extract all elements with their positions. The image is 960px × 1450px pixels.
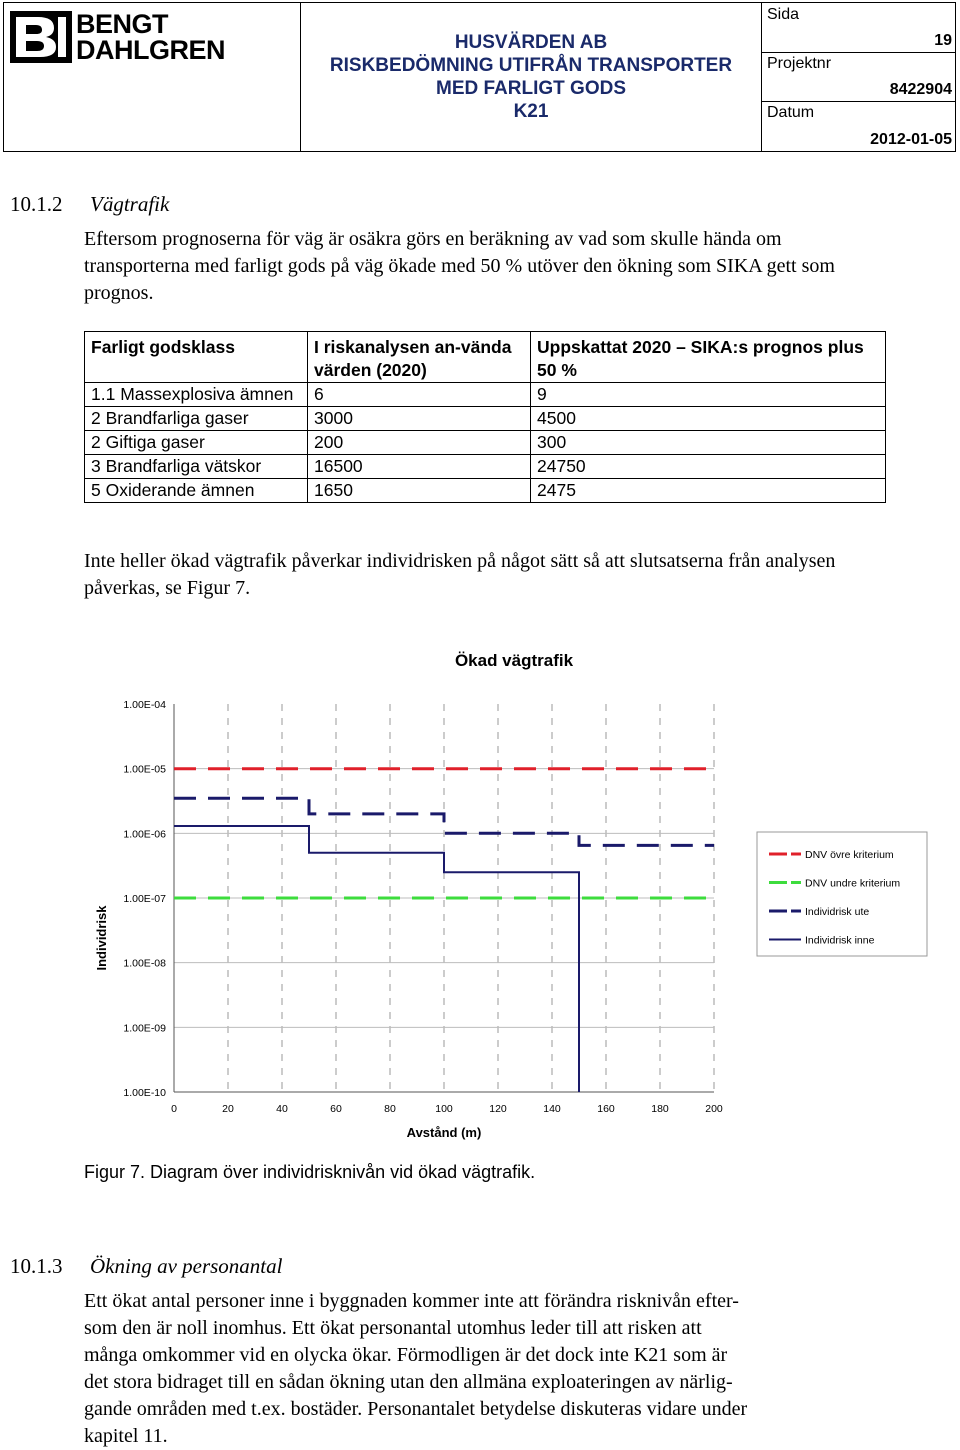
table-row bbox=[85, 407, 886, 431]
table-cell: 1.1 Massexplosiva ämnen bbox=[85, 383, 308, 407]
series-line-4 bbox=[174, 826, 579, 1092]
section-heading-vagtrafik bbox=[10, 192, 169, 217]
y-axis-label: Individrisk bbox=[94, 905, 109, 971]
x-tick-label: 40 bbox=[276, 1103, 288, 1115]
table-row bbox=[85, 455, 886, 479]
table-row bbox=[85, 431, 886, 455]
x-tick-label: 160 bbox=[597, 1103, 615, 1115]
body-line: som den är noll inomhus. Ett ökat personantal utomhus leder till att risken att bbox=[84, 1317, 702, 1339]
x-tick-label: 20 bbox=[222, 1103, 234, 1115]
figure-caption: Figur 7. Diagram över individrisknivån vid ökad vägtrafik. bbox=[84, 1162, 536, 1182]
meta-date-label: Datum bbox=[767, 104, 815, 121]
legend-label: DNV övre kriterium bbox=[805, 849, 894, 861]
table-cell: 200 bbox=[308, 431, 531, 455]
table-header-cell: I riskanalysen an-vända värden (2020) bbox=[308, 332, 531, 383]
x-tick-label: 80 bbox=[384, 1103, 396, 1115]
section-number: 10.1.3 bbox=[10, 1254, 63, 1278]
x-tick-label: 0 bbox=[171, 1103, 177, 1115]
y-tick-label: 1.00E-08 bbox=[123, 957, 166, 970]
y-tick-label: 1.00E-09 bbox=[123, 1022, 166, 1035]
body-line: kapitel 11. bbox=[84, 1425, 168, 1447]
y-tick-label: 1.00E-07 bbox=[123, 893, 166, 905]
company-logo-icon bbox=[10, 11, 72, 63]
company-name bbox=[76, 11, 225, 63]
farligt-gods-table bbox=[84, 331, 886, 503]
table-cell: 1650 bbox=[308, 479, 531, 503]
x-tick-label: 100 bbox=[435, 1103, 453, 1115]
table-cell: 4500 bbox=[531, 407, 886, 431]
table-header-row bbox=[85, 332, 886, 383]
table-header-cell: Uppskattat 2020 – SIKA:s prognos plus 50 % bbox=[531, 332, 886, 383]
y-tick-label: 1.00E-06 bbox=[123, 828, 166, 841]
table-cell: 3000 bbox=[308, 407, 531, 431]
x-tick-label: 140 bbox=[543, 1103, 561, 1115]
table-cell: 300 bbox=[531, 431, 886, 455]
x-tick-label: 200 bbox=[705, 1103, 723, 1115]
y-tick-label: 1.00E-05 bbox=[123, 763, 166, 776]
table-cell: 2 Giftiga gaser bbox=[85, 431, 308, 455]
meta-date bbox=[762, 101, 955, 151]
title-line-1: HUSVÄRDEN AB bbox=[454, 32, 608, 53]
x-axis-label: Avstånd (m) bbox=[406, 1125, 482, 1140]
body-line: Ett ökat antal personer inne i byggnaden kommer inte att förändra risknivån efter- bbox=[84, 1290, 739, 1312]
title-line-4: K21 bbox=[513, 101, 549, 122]
table-cell: 6 bbox=[308, 383, 531, 407]
legend-label: Individrisk ute bbox=[805, 906, 870, 918]
title-line-3: MED FARLIGT GODS bbox=[436, 78, 626, 99]
document-title bbox=[301, 31, 761, 123]
logo-area bbox=[4, 3, 301, 151]
meta-page-label: Sida bbox=[767, 6, 800, 23]
body-line: många omkommer vid en olycka ökar. Förmodligen är det dock inte K21 som är bbox=[84, 1344, 728, 1366]
x-tick-label: 120 bbox=[489, 1103, 507, 1115]
table-cell: 2475 bbox=[531, 479, 886, 503]
meta-page bbox=[762, 3, 955, 53]
table-header-cell: Farligt godsklass bbox=[85, 332, 308, 383]
document-title-area bbox=[301, 3, 762, 151]
x-tick-label: 60 bbox=[330, 1103, 342, 1115]
document-meta bbox=[762, 3, 955, 151]
chart-container bbox=[84, 640, 934, 1160]
table-cell: 3 Brandfarliga vätskor bbox=[85, 455, 308, 479]
table-cell: 24750 bbox=[531, 455, 886, 479]
legend-label: DNV undre kriterium bbox=[805, 877, 901, 890]
meta-project-label: Projektnr bbox=[767, 55, 832, 72]
table-cell: 5 Oxiderande ämnen bbox=[85, 479, 308, 503]
logo-line-1: BENGT bbox=[76, 9, 168, 39]
y-tick-label: 1.00E-10 bbox=[123, 1087, 166, 1099]
after-table-text: Inte heller ökad vägtrafik påverkar individrisken på något sätt så att slutsatserna från analysen påverkas, se Figur 7. bbox=[84, 550, 836, 599]
section-title: Vägtrafik bbox=[90, 192, 170, 216]
body-line: det stora bidraget till en sådan ökning utan den allmäna exploateringen av närlig- bbox=[84, 1371, 733, 1393]
meta-project-value: 8422904 bbox=[889, 81, 952, 98]
y-tick-label: 1.00E-04 bbox=[123, 699, 166, 711]
table-row bbox=[85, 383, 886, 407]
meta-page-value: 19 bbox=[934, 32, 952, 49]
x-tick-label: 180 bbox=[651, 1103, 669, 1115]
meta-date-value: 2012-01-05 bbox=[870, 131, 952, 148]
section-title: Ökning av personantal bbox=[90, 1254, 283, 1278]
table-row bbox=[85, 479, 886, 503]
logo-line-2: DAHLGREN bbox=[76, 35, 225, 65]
section-intro: Eftersom prognoserna för väg är osäkra görs en beräkning av vad som skulle hända om transporterna med farligt gods på väg ökade med 50 % utöver den ökning som SIKA gett som prognos. bbox=[84, 228, 835, 304]
section-heading-personantal bbox=[10, 1254, 282, 1279]
title-line-2: RISKBEDÖMNING UTIFRÅN TRANSPORTER bbox=[329, 55, 733, 76]
table-cell: 9 bbox=[531, 383, 886, 407]
section-number: 10.1.2 bbox=[10, 192, 63, 216]
page-header bbox=[3, 2, 956, 152]
legend-label: Individrisk inne bbox=[805, 934, 875, 947]
section-2-body bbox=[84, 1288, 944, 1450]
table-cell: 16500 bbox=[308, 455, 531, 479]
meta-project bbox=[762, 52, 955, 102]
table-cell: 2 Brandfarliga gaser bbox=[85, 407, 308, 431]
risk-chart bbox=[84, 640, 934, 1160]
chart-title: Ökad vägtrafik bbox=[454, 651, 574, 670]
body-line: gande områden med t.ex. bostäder. Personantalet betydelse diskuteras vidare under bbox=[84, 1398, 748, 1420]
